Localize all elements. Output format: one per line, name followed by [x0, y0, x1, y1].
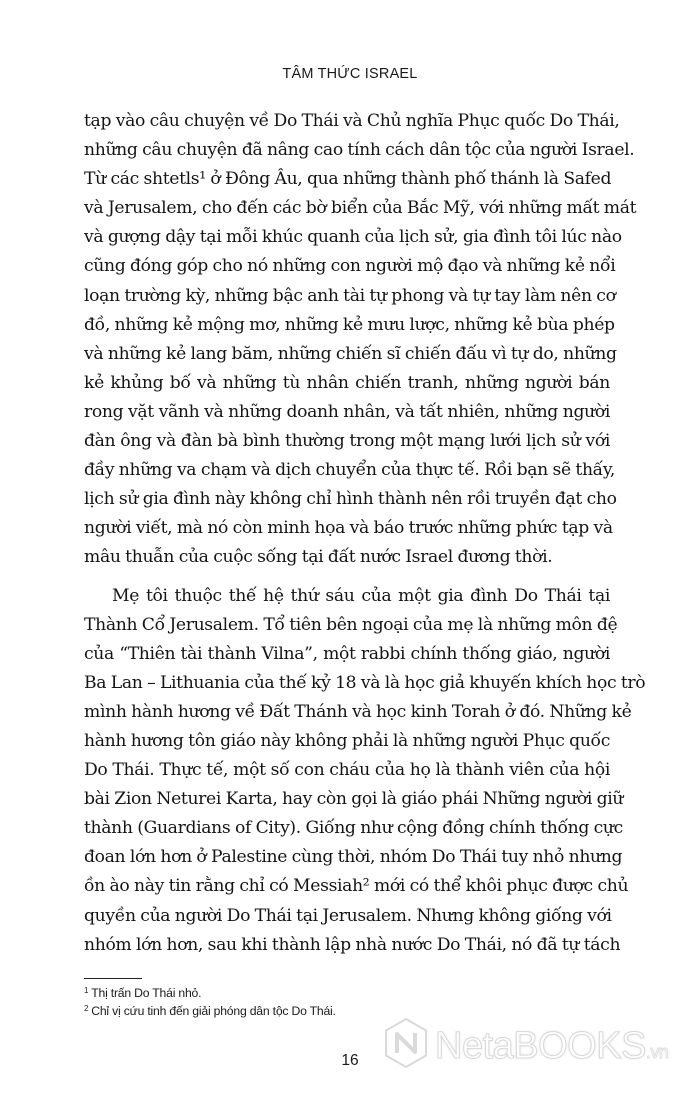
- paragraph-1: [84, 107, 637, 573]
- page-number: 16: [341, 1052, 359, 1069]
- text-line: tạp vào câu chuyện về Do Thái và Chủ nghĩa Phục quốc Do Thái,: [84, 111, 620, 131]
- text-line: và những kẻ lang băm, những chiến sĩ chiến đấu vì tự do, những: [84, 343, 617, 364]
- text-line: rong vặt vãnh và những doanh nhân, và tất nhiên, những người: [84, 401, 610, 422]
- text-line: lịch sử gia đình này không chỉ hình thành nên rồi truyền đạt cho: [84, 489, 617, 510]
- text-line: thành (Guardians of City). Giống như cộng đồng chính thống cực: [84, 818, 623, 839]
- text-line: ồn ào này tin rằng chỉ có Messiah² mới có thể khôi phục được chủ: [84, 876, 629, 897]
- hexagon-n-logo-icon: [383, 1017, 429, 1074]
- text-line: kẻ khủng bố và những tù nhân chiến tranh, những người bán: [84, 372, 610, 393]
- text-line: và Jerusalem, cho đến các bờ biển của Bắc Mỹ, với những mất mát: [84, 198, 637, 219]
- text-line: và gượng dậy tại mỗi khúc quanh của lịch sử, gia đình tôi lúc nào: [84, 227, 622, 248]
- paragraph-2: [84, 582, 646, 960]
- text-line: đoan lớn hơn ở Palestine cùng thời, nhóm Do Thái tuy nhỏ nhưng: [84, 847, 623, 868]
- text-line: Do Thái. Thực tế, một số con cháu của họ là thành viên của hội: [84, 760, 610, 781]
- footnotes: [84, 983, 336, 1019]
- text-line: đầy những va chạm và dịch chuyển của thực tế. Rồi bạn sẽ thấy,: [84, 460, 616, 481]
- text-line: bài Zion Neturei Karta, hay còn gọi là giáo phái Những người giữ: [84, 789, 624, 810]
- text-line: đàn ông và đàn bà bình thường trong một mạng lưới lịch sử với: [84, 431, 610, 452]
- text-line: đồ, những kẻ mộng mơ, những kẻ mưu lược, những kẻ bùa phép: [84, 314, 615, 335]
- text-line: loạn trường kỳ, những bậc anh tài tự phong và tự tay làm nên cơ: [84, 285, 616, 306]
- footnote-1: [84, 983, 336, 1001]
- text-line: của “Thiên tài thành Vilna”, một rabbi chính thống giáo, người: [84, 643, 610, 664]
- text-line: những câu chuyện đã nâng cao tính cách dân tộc của người Israel.: [84, 140, 635, 161]
- text-line: Ba Lan – Lithuania của thế kỷ 18 và là học giả khuyến khích học trò: [84, 672, 646, 693]
- text-line: mình hành hương về Đất Thánh và học kinh Torah ở đó. Những kẻ: [84, 701, 632, 722]
- footnote-number: 1: [84, 986, 89, 995]
- text-line: mâu thuẫn của cuộc sống tại đất nước Israel đương thời.: [84, 547, 553, 568]
- text-line: quyền của người Do Thái tại Jerusalem. Nhưng không giống với: [84, 905, 612, 926]
- footnote-text: Thị trấn Do Thái nhỏ.: [91, 986, 202, 1000]
- footnote-text: Chỉ vị cứu tinh đến giải phóng dân tộc Do Thái.: [91, 1004, 336, 1018]
- text-line: hành hương tôn giáo này không phải là những người Phục quốc: [84, 730, 610, 751]
- footnote-2: [84, 1001, 336, 1019]
- watermark-brand: [435, 1024, 669, 1067]
- text-line: Từ các shtetls¹ ở Đông Âu, qua những thành phố thánh là Safed: [84, 169, 612, 190]
- footnote-divider: [84, 978, 142, 979]
- text-line: nhóm lớn hơn, sau khi thành lập nhà nước Do Thái, nó đã tự tách: [84, 934, 621, 955]
- text-line: Thành Cổ Jerusalem. Tổ tiên bên ngoại của mẹ là những môn đệ: [84, 614, 618, 635]
- watermark: [383, 1017, 668, 1074]
- text-line: người viết, mà nó còn minh họa và báo trước những phức tạp và: [84, 518, 613, 539]
- text-line: Mẹ tôi thuộc thế hệ thứ sáu của một gia đình Do Thái tại: [112, 585, 610, 606]
- body-text: [84, 107, 646, 960]
- watermark-brand-text: NetaBOOKS: [435, 1024, 646, 1067]
- footnote-number: 2: [84, 1004, 89, 1013]
- watermark-suffix: .vn: [645, 1041, 669, 1062]
- text-line: cũng đóng góp cho nó những con người mộ đạo và những kẻ nổi: [84, 256, 616, 277]
- running-header: TÂM THỨC ISRAEL: [282, 66, 418, 82]
